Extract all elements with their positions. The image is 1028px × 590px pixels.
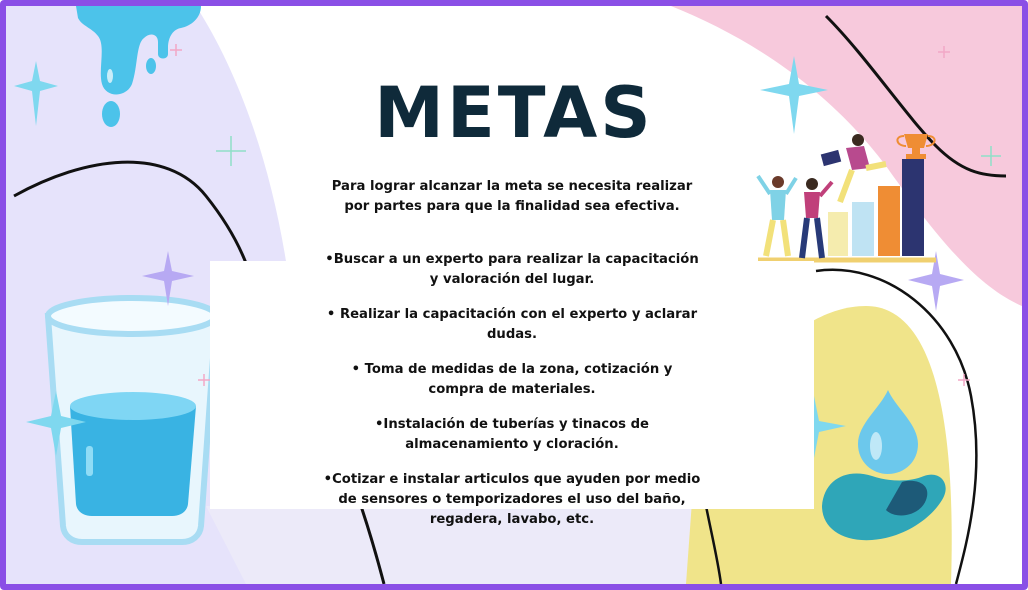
slide-title: METAS — [374, 72, 654, 154]
goal-line: •Instalación de tuberías y tinacos de — [375, 417, 649, 432]
goal-line: y valoración del lugar. — [429, 272, 595, 287]
goal-line: • Toma de medidas de la zona, cotización y — [351, 362, 673, 377]
goal-item-4 — [302, 415, 722, 455]
intro-text — [302, 177, 722, 217]
goal-line: regadera, lavabo, etc. — [429, 512, 595, 527]
goal-item-5 — [302, 470, 722, 530]
goal-item-1 — [302, 250, 722, 290]
intro-line: por partes para que la finalidad sea efectiva. — [344, 199, 680, 214]
goal-line: •Buscar a un experto para realizar la capacitación — [325, 252, 699, 267]
intro-line: Para lograr alcanzar la meta se necesita realizar — [331, 179, 693, 194]
goal-line: de sensores o temporizadores el uso del baño, — [338, 492, 686, 507]
goal-line: dudas. — [486, 327, 538, 342]
goal-line: •Cotizar e instalar articulos que ayuden por medio — [323, 472, 701, 487]
goal-line: • Realizar la capacitación con el experto y aclarar — [326, 307, 698, 322]
goal-item-3 — [302, 360, 722, 400]
goal-item-2 — [302, 305, 722, 345]
goal-line: compra de materiales. — [428, 382, 596, 397]
goal-line: almacenamiento y cloración. — [405, 437, 619, 452]
